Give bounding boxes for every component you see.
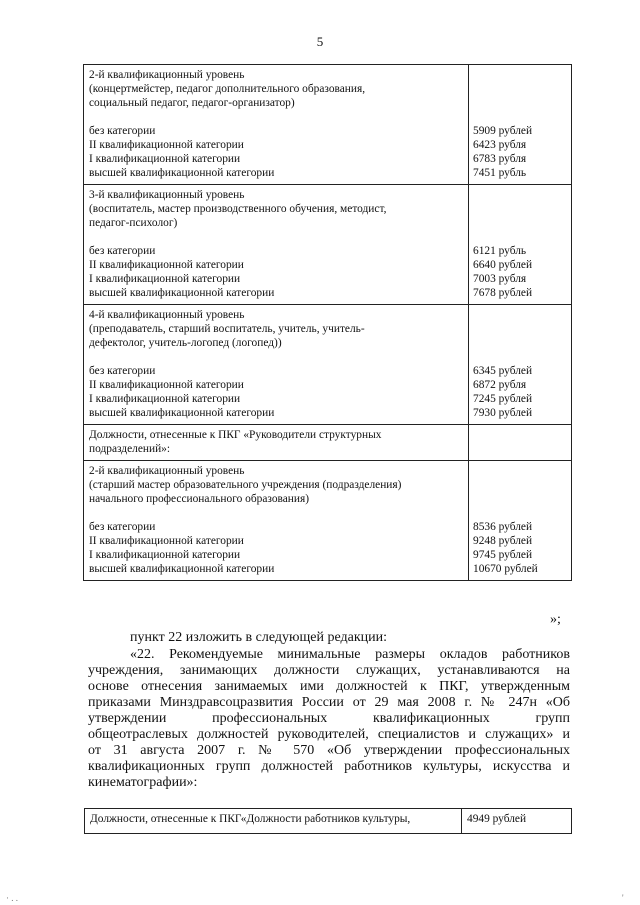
salary-amount: 4949 рублей xyxy=(462,809,572,834)
paragraph-line: учреждения, занимающих должности служащих, устанавливаются на xyxy=(88,663,570,678)
salary-amount: 6872 рубля xyxy=(473,379,527,391)
table-row xyxy=(84,461,572,581)
group-header-line: 2-й квалификационный уровень xyxy=(89,69,245,81)
category-label: II квалификационной категории xyxy=(89,379,244,391)
paragraph-line: «22. Рекомендуемые минимальные размеры окладов работников xyxy=(130,647,570,662)
paragraph-line: квалификационных групп должностей работников культуры, искусства и xyxy=(88,759,570,774)
group-2-level xyxy=(84,65,572,581)
paragraph-line: общеотраслевых должностей руководителей, специалистов и служащих» и xyxy=(88,727,570,742)
position-label-cell: Должности, отнесенные к ПКГ«Должности работников культуры, xyxy=(85,809,462,834)
section-header-cell xyxy=(84,425,469,461)
section-header-line: Должности, отнесенные к ПКГ «Руководители структурных xyxy=(89,429,382,441)
salary-amount: 7245 рублей xyxy=(473,393,533,405)
group-header-line: педагог-психолог) xyxy=(89,217,178,229)
salary-amount: 7678 рублей xyxy=(473,287,533,299)
group-header-line: 4-й квалификационный уровень xyxy=(89,309,245,321)
paragraph-line: приказами Минздравсоцразвития России от 29 мая 2008 г. № 247н «Об xyxy=(88,695,570,710)
salary-amount: 8536 рублей xyxy=(473,521,533,533)
amount-cell xyxy=(469,185,572,305)
category-label: I квалификационной категории xyxy=(89,153,241,165)
salary-amount: 6783 рубля xyxy=(473,153,527,165)
paragraph-line: кинематографии»: xyxy=(88,775,198,790)
amount-cell xyxy=(469,65,572,185)
category-label: без категории xyxy=(89,245,156,257)
table-row xyxy=(84,65,572,185)
category-label: высшей квалификационной категории xyxy=(89,287,275,299)
table-row xyxy=(84,425,572,461)
empty-amount-cell xyxy=(469,425,572,461)
page-number: 5 xyxy=(316,34,324,49)
table-row xyxy=(85,809,572,834)
category-label: I квалификационной категории xyxy=(89,549,241,561)
amount-cell xyxy=(469,305,572,425)
salary-table xyxy=(83,64,572,581)
quote-end-mark: »; xyxy=(550,612,561,627)
salary-amount: 5909 рублей xyxy=(473,125,533,137)
salary-amount: 9248 рублей xyxy=(473,535,533,547)
category-label: высшей квалификационной категории xyxy=(89,563,275,575)
salary-amount: 9745 рублей xyxy=(473,549,533,561)
salary-amount: 7003 рубля xyxy=(473,273,527,285)
category-label: без категории xyxy=(89,521,156,533)
salary-amount: 6345 рублей xyxy=(473,365,533,377)
group-header-line: 2-й квалификационный уровень xyxy=(89,465,245,477)
salary-amount: 6640 рублей xyxy=(473,259,533,271)
group-header-line: 3-й квалификационный уровень xyxy=(89,189,245,201)
bottom-table xyxy=(84,808,572,834)
group-cell xyxy=(84,65,469,185)
group-header-line: социальный педагог, педагог-организатор) xyxy=(89,97,295,109)
group-header-line: (преподаватель, старший воспитатель, учитель, учитель- xyxy=(89,323,365,335)
category-label: I квалификационной категории xyxy=(89,393,241,405)
category-label: высшей квалификационной категории xyxy=(89,167,275,179)
edge-mark-left: · . . xyxy=(6,893,18,903)
group-cell xyxy=(84,461,469,581)
group-cell xyxy=(84,185,469,305)
amount-cell xyxy=(469,461,572,581)
paragraph-line: утверждении профессиональных квалификационных групп xyxy=(88,711,570,726)
group-header-line: дефектолог, учитель-логопед (логопед)) xyxy=(89,337,282,349)
group-header-line: (воспитатель, мастер производственного обучения, методист, xyxy=(89,203,387,215)
section-header-line: подразделений»: xyxy=(89,443,171,455)
paragraph-line: основе отнесения занимаемых ими должностей к ПКГ, утвержденным xyxy=(88,679,570,694)
category-label: II квалификационной категории xyxy=(89,259,244,271)
salary-amount: 6121 рубль xyxy=(473,245,527,257)
category-label: высшей квалификационной категории xyxy=(89,407,275,419)
table-row xyxy=(84,185,572,305)
group-header-line: (концертмейстер, педагог дополнительного образования, xyxy=(89,83,366,95)
category-label: II квалификационной категории xyxy=(89,139,244,151)
category-label: I квалификационной категории xyxy=(89,273,241,285)
group-header-line: (старший мастер образовательного учреждения (подразделения) xyxy=(89,479,402,491)
salary-amount: 6423 рубля xyxy=(473,139,527,151)
paragraph-intro: пункт 22 изложить в следующей редакции: xyxy=(130,630,387,645)
category-label: без категории xyxy=(89,125,156,137)
group-header-line: начального профессионального образования) xyxy=(89,493,310,505)
category-label: II квалификационной категории xyxy=(89,535,244,547)
edge-mark-right: ' xyxy=(622,893,624,903)
paragraph-line: от 31 августа 2007 г. № 570 «Об утверждении профессиональных xyxy=(88,743,570,758)
group-cell xyxy=(84,305,469,425)
salary-amount: 7930 рублей xyxy=(473,407,533,419)
table-row xyxy=(84,305,572,425)
category-label: без категории xyxy=(89,365,156,377)
salary-amount: 10670 рублей xyxy=(473,563,538,575)
salary-amount: 7451 рубль xyxy=(473,167,527,179)
